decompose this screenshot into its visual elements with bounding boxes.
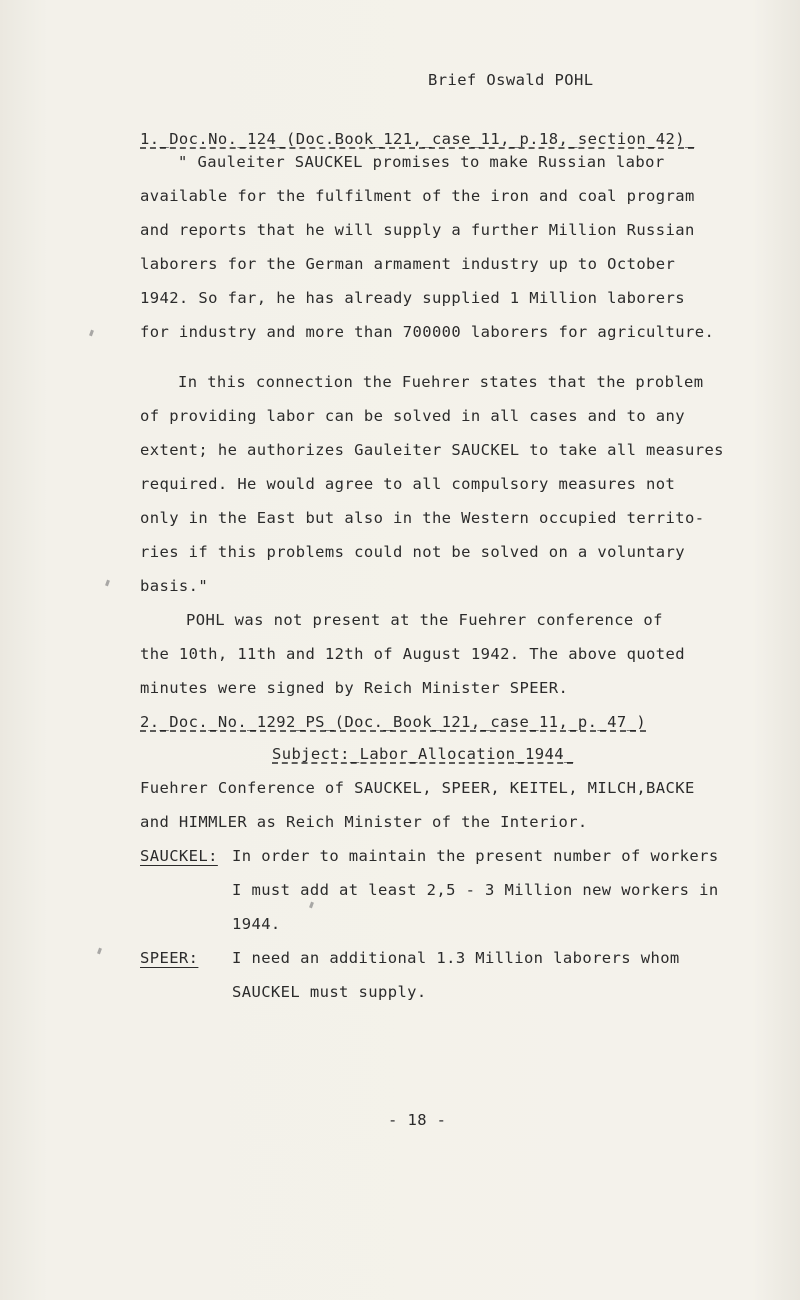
speaker-line: I must add at least 2,5 - 3 Million new workers in <box>232 881 719 899</box>
quote-line: and reports that he will supply a further Million Russian <box>140 221 695 239</box>
quote-line: extent; he authorizes Gauleiter SAUCKEL to take all measures <box>140 441 724 459</box>
quote-line: for industry and more than 700000 laborers for agriculture. <box>140 323 715 341</box>
quote-line: of providing labor can be solved in all cases and to any <box>140 407 685 425</box>
speaker-line: 1944. <box>232 915 281 933</box>
speaker-line: SAUCKEL must supply. <box>232 983 427 1001</box>
comment-line: POHL was not present at the Fuehrer conference of <box>186 611 663 629</box>
intro-line: Fuehrer Conference of SAUCKEL, SPEER, KEITEL, MILCH,BACKE <box>140 779 695 797</box>
quote-line: In this connection the Fuehrer states that the problem <box>178 373 704 391</box>
comment-line: minutes were signed by Reich Minister SPEER. <box>140 679 569 697</box>
speaker-line: I need an additional 1.3 Million laborers whom <box>232 949 680 967</box>
quote-line: basis." <box>140 577 209 595</box>
quote-line: laborers for the German armament industry up to October <box>140 255 676 273</box>
margin-mark <box>105 580 110 587</box>
speaker-name: SAUCKEL: <box>140 847 218 865</box>
ink-speck <box>309 902 314 909</box>
quote-line: required. He would agree to all compulsory measures not <box>140 475 676 493</box>
doc1-heading: 1._Doc.No._124_(Doc.Book_121,_case_11,_p.18,_section_42)_ <box>140 130 695 148</box>
doc2-subject: Subject:_Labor_Allocation_1944_ <box>272 745 574 763</box>
comment-line: the 10th, 11th and 12th of August 1942. The above quoted <box>140 645 685 663</box>
intro-line: and HIMMLER as Reich Minister of the Interior. <box>140 813 588 831</box>
page-title: Brief Oswald POHL <box>428 71 594 89</box>
page-number: - 18 - <box>388 1111 447 1129</box>
speaker-line: In order to maintain the present number of workers <box>232 847 719 865</box>
quote-line: only in the East but also in the Western occupied territo- <box>140 509 705 527</box>
quote-line: 1942. So far, he has already supplied 1 Million laborers <box>140 289 685 307</box>
quote-line: ries if this problems could not be solved on a voluntary <box>140 543 685 561</box>
quote-line: available for the fulfilment of the iron and coal program <box>140 187 695 205</box>
quote-line: " Gauleiter SAUCKEL promises to make Russian labor <box>178 153 665 171</box>
speaker-name: SPEER: <box>140 949 199 967</box>
doc2-heading: 2._Doc._No._1292_PS_(Doc._Book_121,_case_11,_p._47_) <box>140 713 647 731</box>
margin-mark <box>89 330 94 337</box>
margin-mark <box>97 948 102 955</box>
